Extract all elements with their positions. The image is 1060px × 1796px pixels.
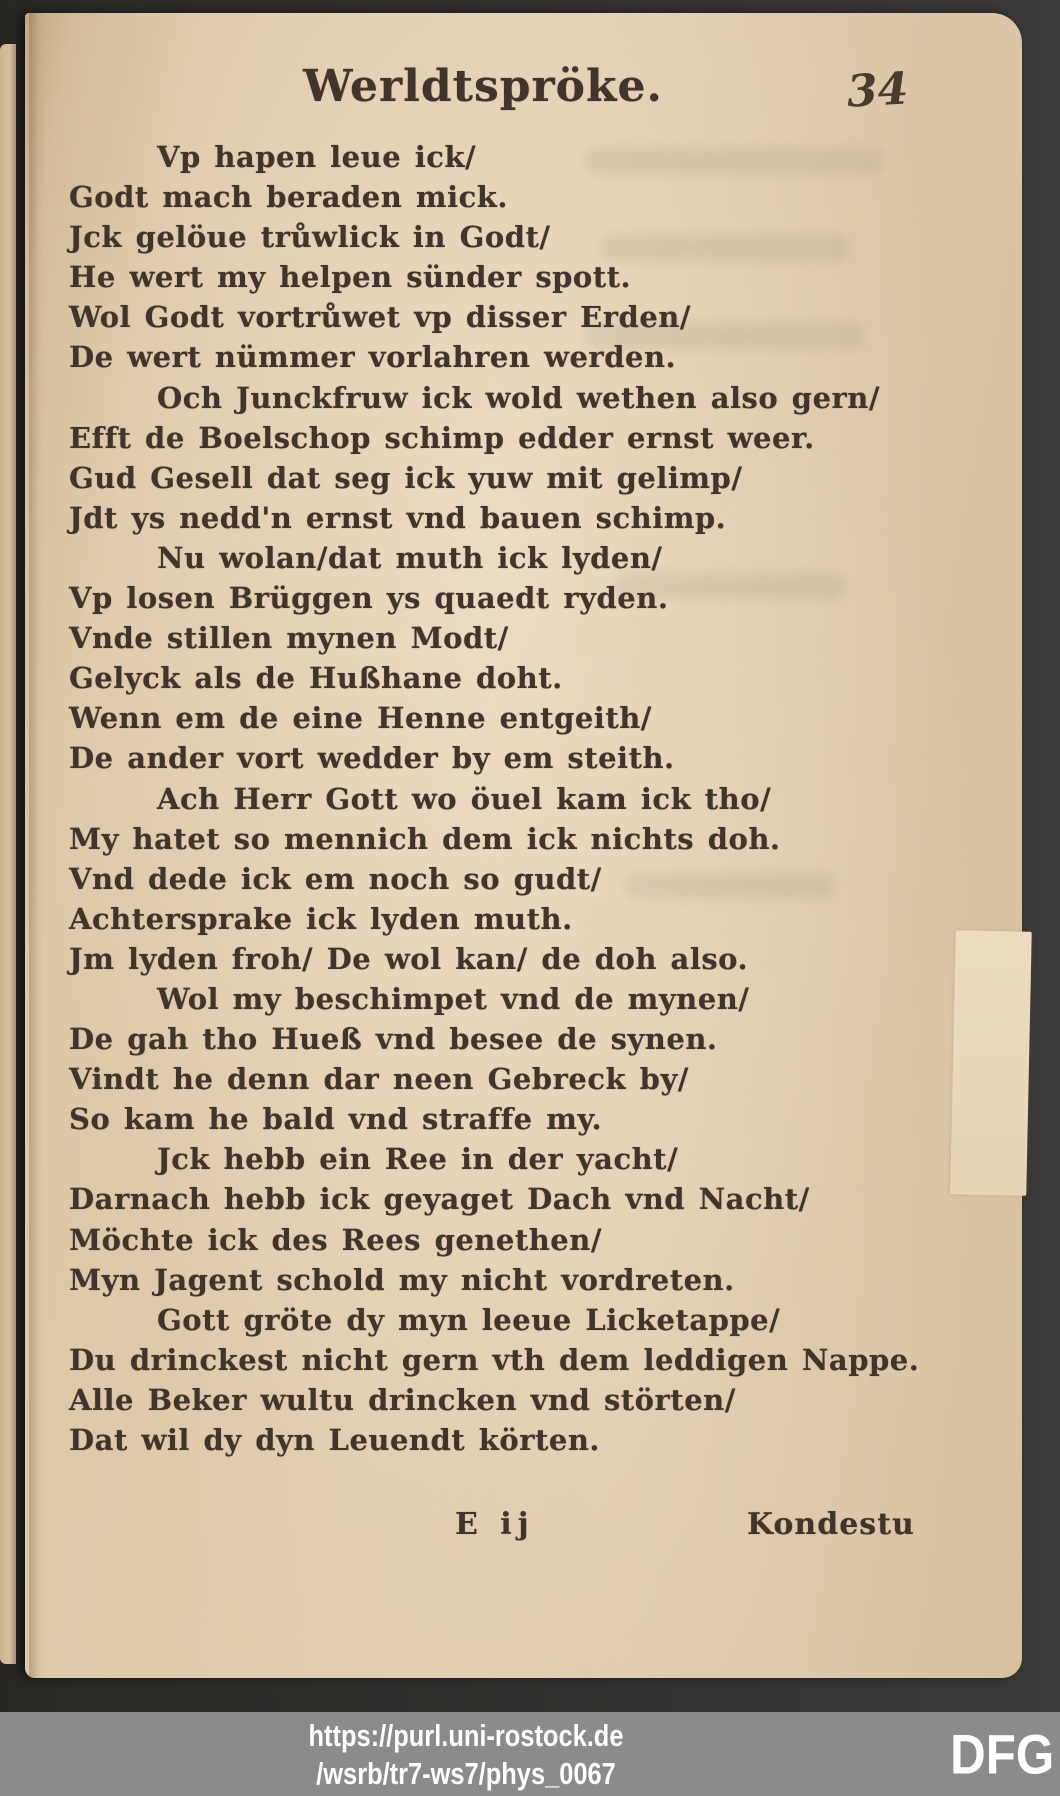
poem-line: Jm lyden froh/ De wol kan/ de doh also. xyxy=(69,941,749,976)
poem-line: Wol Godt vortrůwet vp disser Erden/ xyxy=(69,300,691,335)
poem-line: Gelyck als de Hußhane doht. xyxy=(69,661,563,696)
poem-line: De wert nümmer vorlahren werden. xyxy=(69,340,677,375)
poem-line: Jck gelöue trůwlick in Godt/ xyxy=(69,220,551,255)
quire-signature: E ij xyxy=(455,1507,535,1542)
poem-line: Dat wil dy dyn Leuendt körten. xyxy=(69,1423,601,1457)
poem-line: Möchte ick des Rees genethen/ xyxy=(69,1222,602,1257)
purl-url xyxy=(84,1717,848,1793)
poem-line: Wenn em de eine Henne entgeith/ xyxy=(69,701,652,736)
adjacent-page-sliver xyxy=(0,44,16,1664)
purl-url-line2: /wsrb/tr7-ws7/phys_0067 xyxy=(316,1756,616,1791)
poem-line: He wert my helpen sünder spott. xyxy=(69,260,632,295)
poem-line: Gud Gesell dat seg ick yuw mit gelimp/ xyxy=(69,460,743,495)
poem-line: Vnde stillen mynen Modt/ xyxy=(69,621,509,656)
poem-line: Vindt he denn dar neen Gebreck by/ xyxy=(69,1062,689,1097)
poem-line: So kam he bald vnd straffe my. xyxy=(69,1102,603,1137)
poem-line: Vp losen Brüggen ys quaedt ryden. xyxy=(69,581,669,616)
purl-bar xyxy=(0,1712,1060,1796)
poem-lines xyxy=(43,137,994,1460)
poem-line: De ander vort wedder by em steith. xyxy=(69,741,675,776)
purl-url-line1: https://purl.uni-rostock.de xyxy=(308,1718,624,1753)
poem-line: Efft de Boelschop schimp edder ernst weer. xyxy=(69,420,815,455)
poem-line: Nu wolan/dat muth ick lyden/ xyxy=(157,540,663,575)
running-head-title: Werldtspröke. xyxy=(303,61,663,112)
poem-line: Jck hebb ein Ree in der yacht/ xyxy=(157,1142,679,1177)
poem-line: Du drinckest nicht gern vth dem leddigen Nappe. xyxy=(69,1342,920,1377)
book-page xyxy=(25,13,1022,1678)
poem-line: Alle Beker wultu drincken vnd störten/ xyxy=(69,1382,736,1417)
poem-line: My hatet so mennich dem ick nichts doh. xyxy=(69,821,781,856)
poem-line: Gott gröte dy myn leeue Licketappe/ xyxy=(157,1302,781,1337)
signature-row xyxy=(25,1507,1022,1553)
catchword: Kondestu xyxy=(747,1507,915,1542)
poem-line: Ach Herr Gott wo öuel kam ick tho/ xyxy=(157,781,772,816)
poem-line: Och Junckfruw ick wold wethen also gern/ xyxy=(157,380,880,415)
poem-line: Darnach hebb ick geyaget Dach vnd Nacht/ xyxy=(69,1182,810,1217)
page-number: 34 xyxy=(845,63,910,118)
poem-line: Achtersprake ick lyden muth. xyxy=(69,901,573,936)
poem-line: De gah tho Hueß vnd besee de synen. xyxy=(69,1022,718,1057)
dfg-logo: DFG xyxy=(949,1722,1054,1786)
poem-line: Myn Jagent schold my nicht vordreten. xyxy=(69,1262,735,1297)
poem-line: Jdt ys nedd'n ernst vnd bauen schimp. xyxy=(69,500,727,535)
poem-line: Vp hapen leue ick/ xyxy=(157,140,477,174)
poem-line: Vnd dede ick em noch so gudt/ xyxy=(69,861,602,896)
poem-line: Godt mach beraden mick. xyxy=(69,180,508,215)
poem-line: Wol my beschimpet vnd de mynen/ xyxy=(157,981,750,1016)
